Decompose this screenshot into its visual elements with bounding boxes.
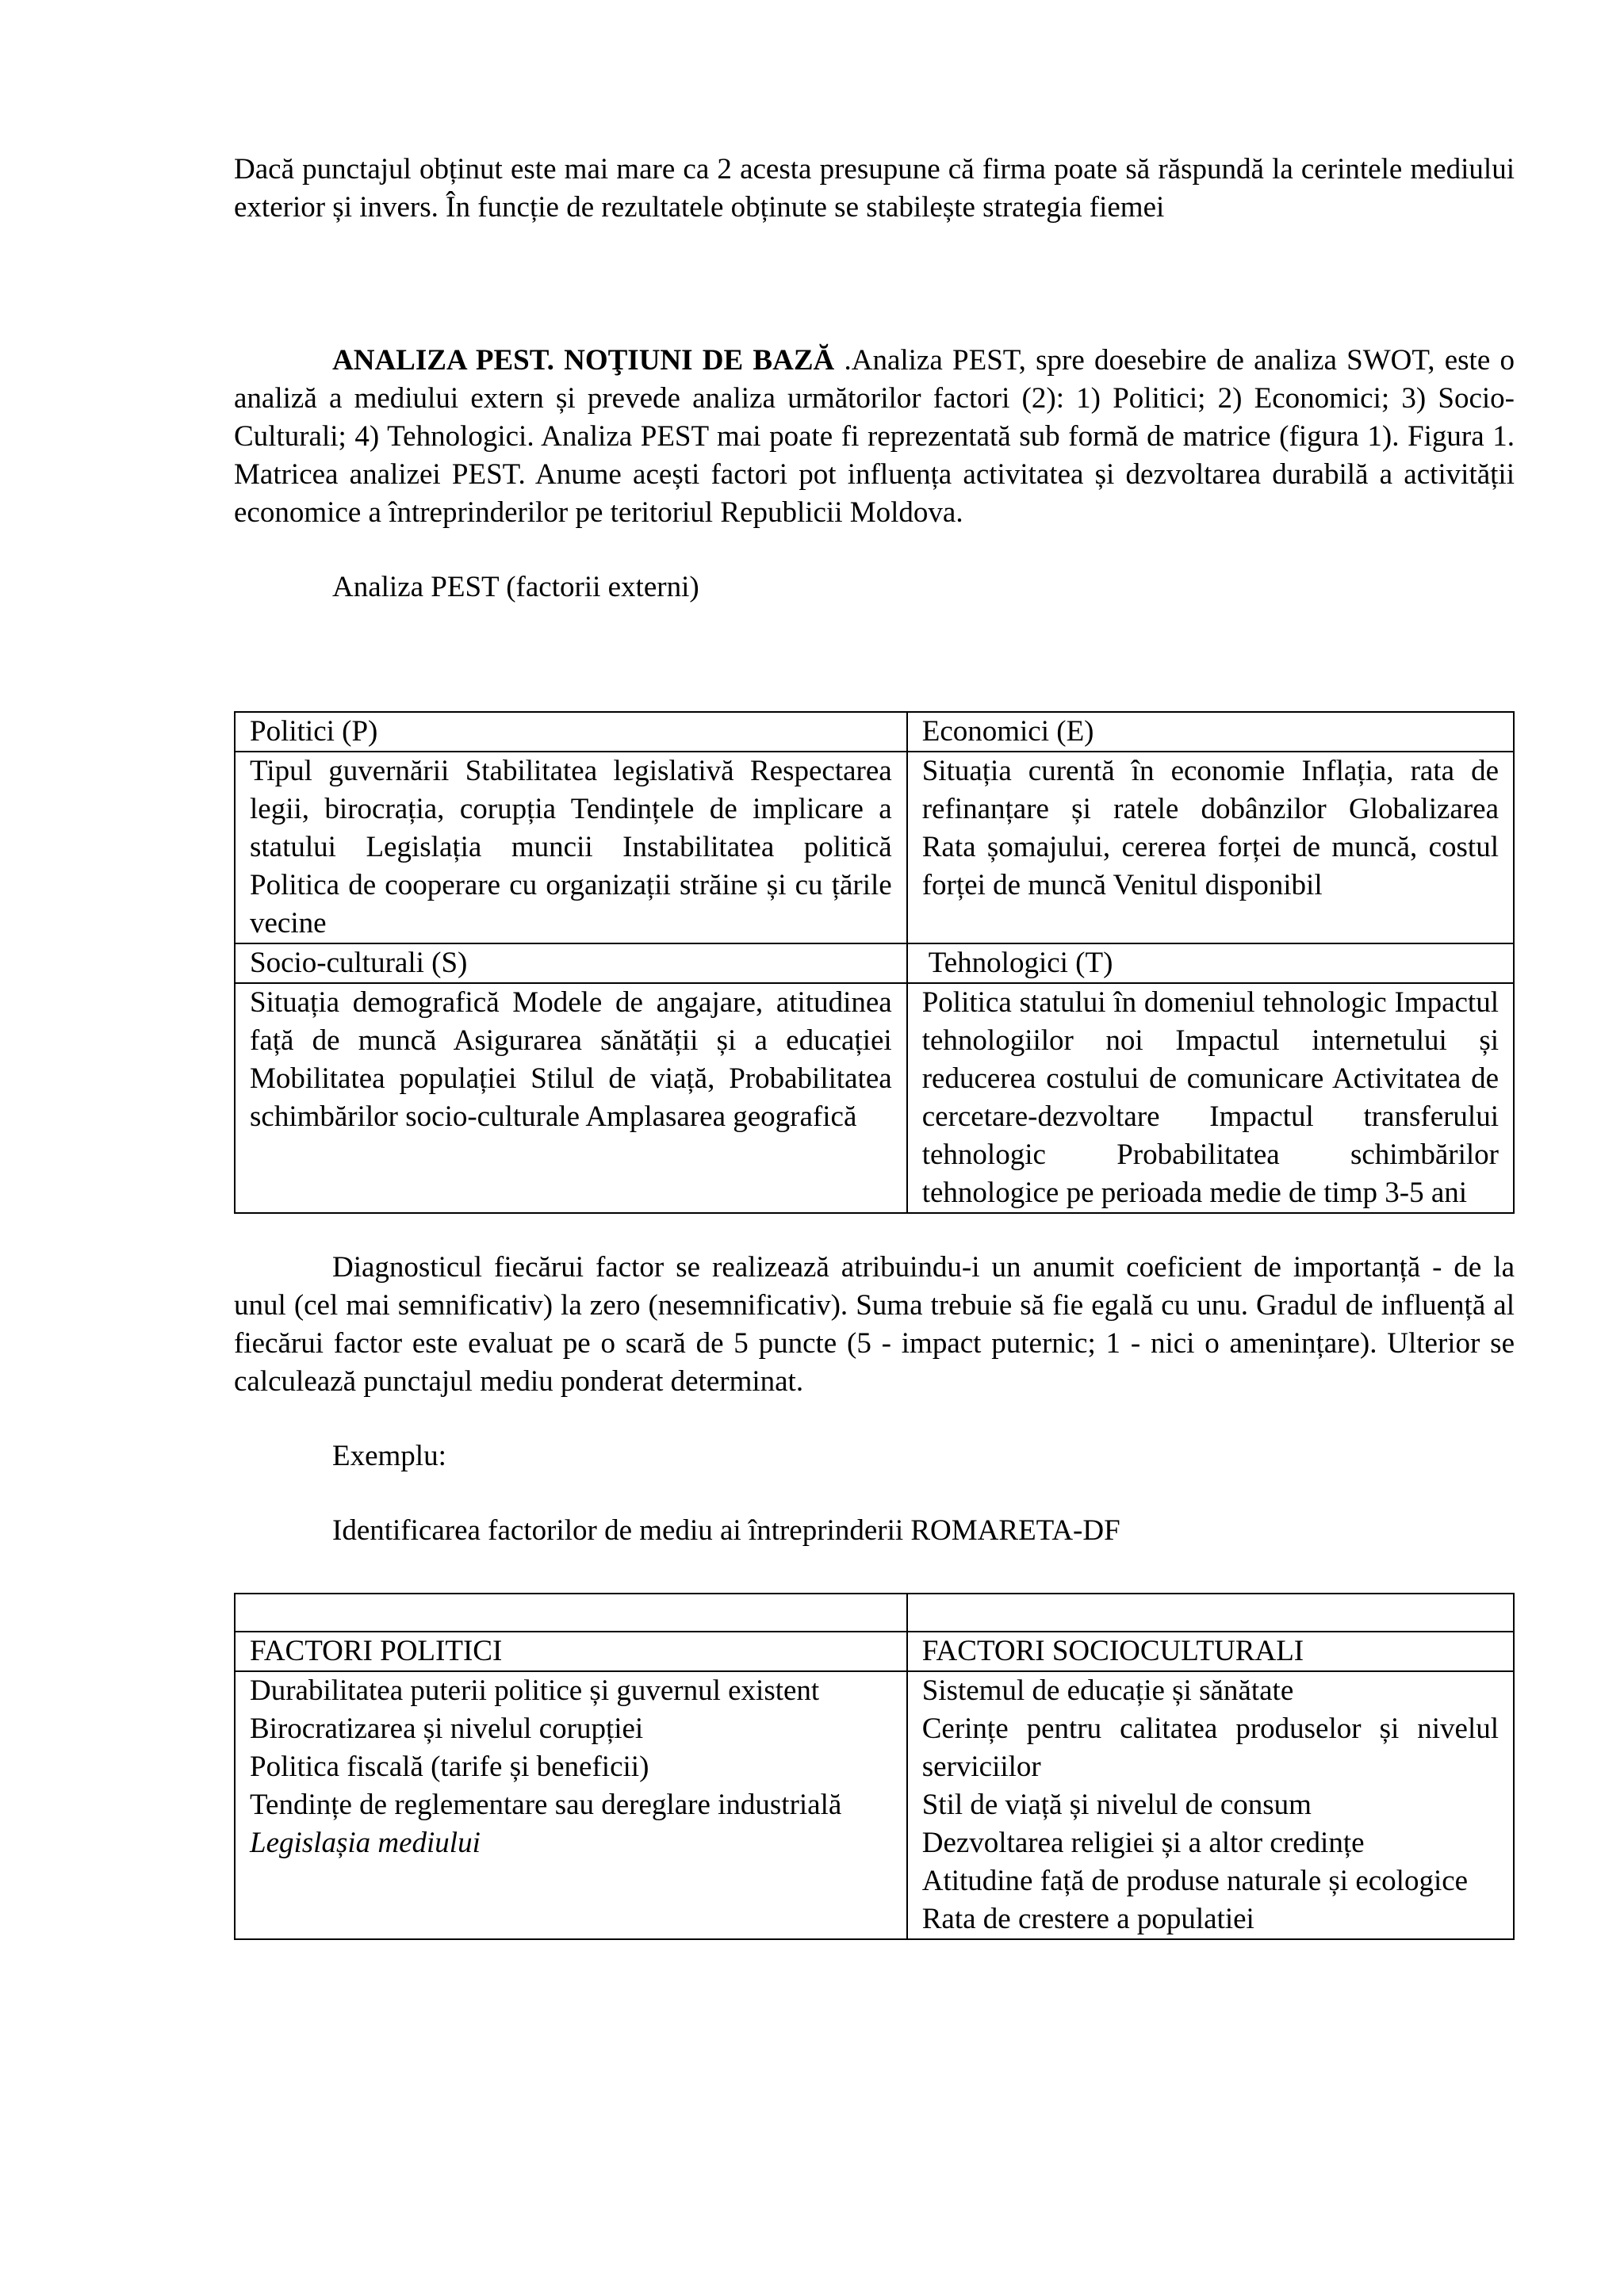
table-row xyxy=(235,1671,1514,1939)
pest-content-technological: Politica statului în domeniul tehnologic Impactul tehnologiilor noi Impactul internetului și reducerea costului de comunicare Activitatea de cercetare-dezvoltare Impactul transferului tehnologic Probabilitatea schimbărilor tehnologice pe perioada medie de timp 3-5 ani xyxy=(907,983,1514,1213)
pest-table-caption: Analiza PEST (factorii externi) xyxy=(332,571,699,603)
pest-matrix-table xyxy=(234,711,1515,1214)
pest-section-paragraph xyxy=(234,342,1515,532)
factors-header-sociocultural: FACTORI SOCIOCULTURALI xyxy=(907,1632,1514,1671)
pest-header-political: Politici (P) xyxy=(235,712,907,752)
list-item: Rata de crestere a populatiei xyxy=(921,1903,1254,1935)
table-row xyxy=(235,752,1514,943)
intro-paragraph: Dacă punctajul obținut este mai mare ca 2 acesta presupune că firma poate să răspundă la cerintele mediului exterior și invers. În funcție de rezultatele obținute se stabilește strategia fiemei xyxy=(234,153,1515,224)
list-item: Atitudine față de produse naturale și ecologice xyxy=(921,1865,1469,1897)
list-item: Stil de viață și nivelul de consum xyxy=(921,1789,1312,1821)
list-item: Tendințe de reglementare sau dereglare industrială xyxy=(250,1789,842,1821)
list-item: Durabilitatea puterii politice și guvernul existent xyxy=(250,1674,820,1707)
table-row xyxy=(235,983,1514,1213)
environment-factors-table xyxy=(234,1593,1515,1940)
table-row-empty xyxy=(235,1594,1514,1632)
list-item: Sistemul de educație și sănătate xyxy=(921,1674,1294,1707)
list-item: Birocratizarea și nivelul corupției xyxy=(250,1712,644,1745)
list-item-italic: Legislașia mediului xyxy=(250,1827,481,1859)
pest-content-economic: Situația curentă în economie Inflația, rata de refinanțare și ratele dobânzilor Globalizarea Rata șomajului, cererea forței de muncă, costul forței de muncă Venitul disponibil xyxy=(907,752,1514,943)
table-row xyxy=(235,712,1514,752)
document-page xyxy=(234,151,1515,1940)
pest-header-technological: Tehnologici (T) xyxy=(907,943,1514,983)
pest-section-body: .Analiza PEST, spre doesebire de analiza SWOT, este o analiză a mediului extern și prevede analiza următorilor factori (2): 1) Politici; 2) Economici; 3) Socio-Culturali; 4) Tehnologici. Analiza PEST mai poate fi reprezentată sub formă de matrice (figura 1). Figura 1. Matricea analizei PEST. Anume acești factori pot influența activitatea și dezvoltarea durabilă a activității economice a întreprinderilor pe teritoriul Republicii Moldova. xyxy=(234,344,1515,529)
table-row xyxy=(235,1632,1514,1671)
empty-cell xyxy=(235,1594,907,1632)
pest-section-heading: ANALIZA PEST. NOŢIUNI DE BAZĂ xyxy=(332,344,835,377)
pest-header-economic: Economici (E) xyxy=(907,712,1514,752)
factors-table-caption: Identificarea factorilor de mediu ai întreprinderii ROMARETA-DF xyxy=(332,1514,1120,1547)
pest-content-sociocultural: Situația demografică Modele de angajare, atitudinea față de muncă Asigurarea sănătății și a educației Mobilitatea populației Stilul de viață, Probabilitatea schimbărilor socio-culturale Amplasarea geografică xyxy=(235,983,907,1213)
list-item: Cerințe pentru calitatea produselor și nivelul serviciilor xyxy=(921,1712,1499,1783)
pest-content-political: Tipul guvernării Stabilitatea legislativă Respectarea legii, birocrația, corupția Tendințele de implicare a statului Legislația muncii Instabilitatea politică Politica de cooperare cu organizații străine și cu țările vecine xyxy=(235,752,907,943)
pest-header-sociocultural: Socio-culturali (S) xyxy=(235,943,907,983)
diagnostic-paragraph: Diagnosticul fiecărui factor se realizează atribuindu-i un anumit coeficient de importanță - de la unul (cel mai semnificativ) la zero (nesemnificativ). Suma trebuie să fie egală cu unu. Gradul de influență al fiecărui factor este evaluat pe o scară de 5 puncte (5 - impact puternic; 1 - nici o amenințare). Ulterior se calculează punctajul mediu ponderat determinat. xyxy=(234,1251,1515,1398)
factors-sociocultural-list xyxy=(907,1671,1514,1939)
list-item: Politica fiscală (tarife și beneficii) xyxy=(250,1751,649,1783)
factors-political-list xyxy=(235,1671,907,1939)
table-row xyxy=(235,943,1514,983)
factors-header-political: FACTORI POLITICI xyxy=(235,1632,907,1671)
example-label: Exemplu: xyxy=(332,1440,446,1472)
empty-cell xyxy=(907,1594,1514,1632)
list-item: Dezvoltarea religiei și a altor credințe xyxy=(921,1827,1365,1859)
